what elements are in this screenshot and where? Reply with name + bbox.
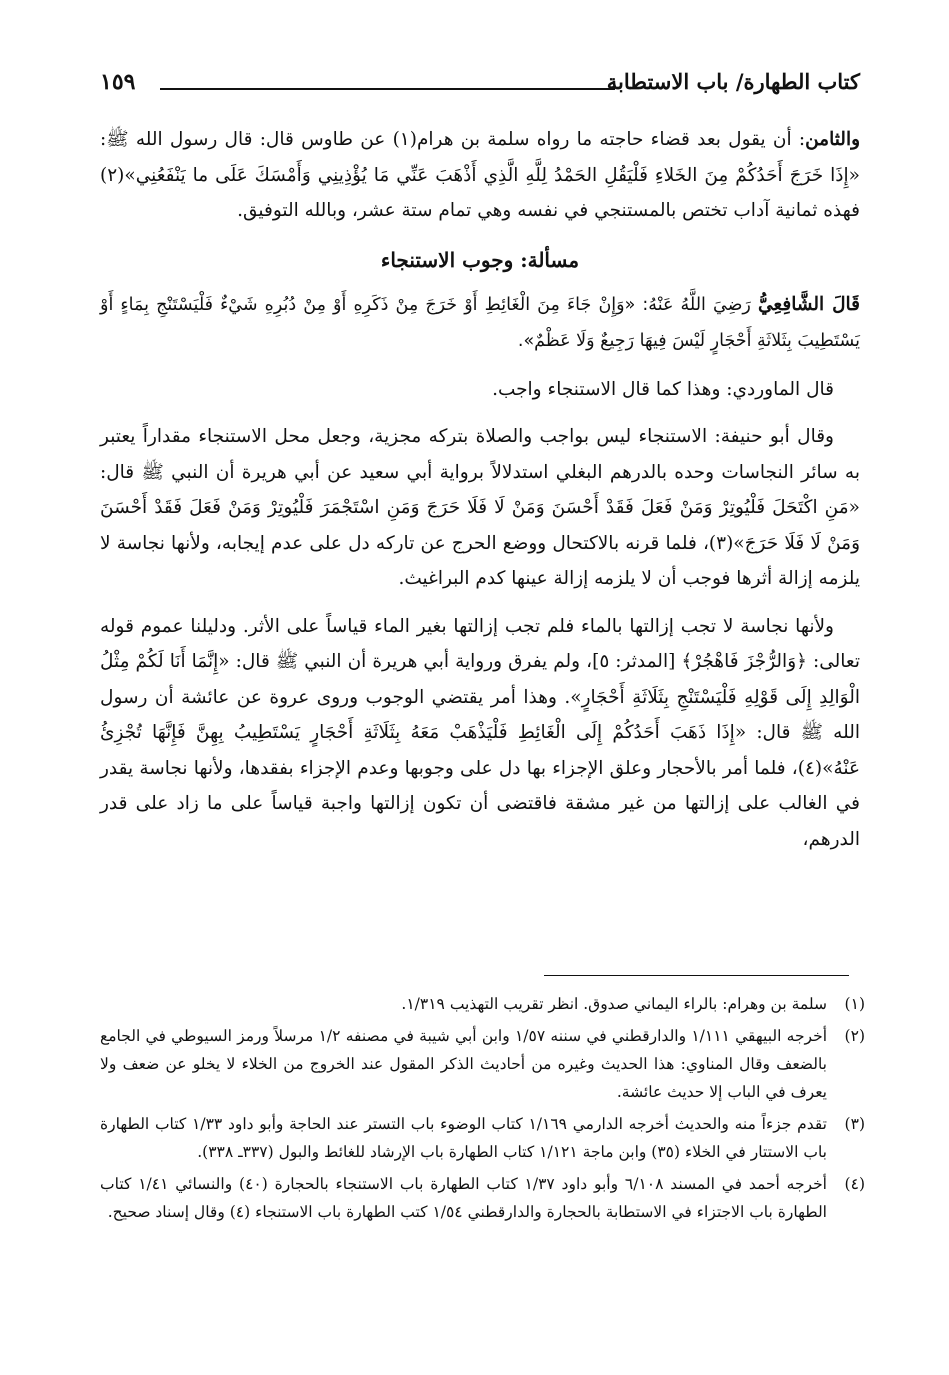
paragraph-eighth-etiquette [100, 122, 860, 229]
paragraph-shafii-quote [100, 287, 860, 360]
section-heading: مسألة: وجوب الاستنجاء [380, 247, 580, 272]
footnotes [100, 990, 865, 1230]
footnote-item [100, 1110, 865, 1166]
footnote-text: أخرجه أحمد في المسند ٦/١٠٨ وأبو داود ١/٣٧ كتاب الطهارة باب الاستنجاء بالحجارة (٤٠) والنسائي ١/٤١ كتاب الطهارة باب الاجتزاء في الاستطابة بالحجارة والدارقطني ١/٥٤ كتب الطهارة باب الاستنجاء (٤) وقال إسناد صحيح. [100, 1175, 827, 1221]
paragraph-lead: قَالَ الشَّافِعِيُّ [758, 293, 861, 315]
header-rule [160, 88, 615, 90]
paragraph-evidence: ولأنها نجاسة لا تجب إزالتها بالماء فلم تجب إزالتها بغير الماء قياساً على الأثر. ودليلنا عموم قوله تعالى: ﴿وَالرُّجْزَ فَاهْجُرْ﴾ [المدثر: ٥]، ولم يفرق ورواية أبي هريرة أن النبي ﷺ قال: «إِنَّمَا أَنَا لَكُمْ مِثْلُ الْوَالِدِ إِلَى قَوْلِهِ فَلْيَسْتَنْجِ بِثَلَاثَةِ أَحْجَارٍ». وهذا أمر يقتضي الوجوب وروى عروة عن عائشة أن رسول الله ﷺ قال: «إِذَا ذَهَبَ أَحَدُكُمْ إِلَى الْغَائِطِ فَلْيَذْهَبْ مَعَهُ بِثَلَاثَةِ أَحْجَارٍ يَسْتَطِيبُ بِهِنَّ فَإِنَّهَا تُجْزِئُ عَنْهُ»(٤)، فلما أمر بالأحجار وعلق الإجزاء بها دل على وجوبها وعدم الإجزاء بفقدها، ولأنها نجاسة يقدر في الغالب على إزالتها من غير مشقة فاقتضى أن تكون إزالتها واجبة قياساً على ما زاد على قدر الدرهم، [100, 615, 861, 850]
footnote-number: (١) [844, 995, 865, 1013]
running-title: كتاب الطهارة/ باب الاستطابة [606, 69, 860, 94]
page-number: ١٥٩ [100, 69, 136, 95]
paragraph-lead: والثامن [805, 129, 861, 150]
footnote-number: (٤) [844, 1175, 865, 1193]
footnote-text: تقدم جزءاً منه والحديث أخرجه الدارمي ١/١٦٩ كتاب الوضوء باب التستر عند الحاجة وأبو داود ١/٣٣ كتاب الطهارة باب الاستتار في الخلاء (٣٥) وابن ماجة ١/١٢١ كتاب الطهارة باب الإرشاد للغائط والبول (٣٣٧ـ ٣٣٨). [100, 1115, 827, 1161]
page-header [100, 64, 860, 100]
paragraph-text: رَضِيَ اللَّهُ عَنْهُ: «وَإِنْ جَاءَ مِنَ الْغَائِطِ أَوْ خَرَجَ مِنْ ذَكَرِهِ أَوْ مِنْ دُبُرِهِ شَيْءٌ فَلْيَسْتَنْجِ بِمَاءٍ أَوْ يَسْتَطِيبَ بِثَلاثَةِ أَحْجَارٍ لَيْسَ فِيهَا رَجِيعٌ وَلَا عَظْمٌ». [100, 294, 860, 351]
footnote-item [100, 1022, 865, 1106]
paragraph-abu-hanifa: وقال أبو حنيفة: الاستنجاء ليس بواجب والصلاة بتركه مجزية، وجعل محل الاستنجاء مقداراً يعتبر به سائر النجاسات وحده بالدرهم البغلي استدلالاً برواية أبي سعيد عن أبي هريرة أن النبي ﷺ قال: «مَنِ اكْتَحَلَ فَلْيُوتِرْ وَمَنْ فَعَلَ فَقَدْ أَحْسَنَ وَمَنْ لَا فَلَا حَرَجَ وَمَنِ اسْتَجْمَرَ فَلْيُوتِرْ وَمَنْ فَعَلَ فَقَدْ أَحْسَنَ وَمَنْ لَا فَلَا حَرَجَ»(٣)، فلما قرنه بالاكتحال ووضع الحرج عن تاركه دل على عدم إيجابه، ولأنها نجاسة لا يلزمه إزالة أثرها فوجب أن لا يلزمه إزالة عينها كدم البراغيث. [100, 426, 861, 589]
footnote-text: أخرجه البيهقي ١/١١١ والدارقطني في سننه ١/٥٧ وابن أبي شيبة في مصنفه ١/٢ مرسلاً ورمز السيوطي في الجامع بالضعف وقال المناوي: هذا الحديث وغيره من أحاديث الذكر المقول عند الخروج من الخلاء لا يخلو عن ضعف ولا يعرف في الباب إلا حديث عائشة. [100, 1027, 827, 1101]
main-text [100, 122, 860, 869]
footnote-item [100, 1170, 865, 1226]
footnote-separator [544, 975, 849, 976]
paragraph-mawardi: قال الماوردي: وهذا كما قال الاستنجاء واجب. [492, 378, 834, 400]
footnote-text: سلمة بن وهرام: بالراء اليماني صدوق. انظر تقريب التهذيب ١/٣١٩. [401, 995, 827, 1013]
footnote-item [100, 990, 865, 1018]
footnote-number: (٢) [844, 1027, 865, 1045]
paragraph-text: : أن يقول بعد قضاء حاجته ما رواه سلمة بن هرام(١) عن طاوس قال: قال رسول الله ﷺ: «إِذَا خَرَجَ أَحَدُكُمْ مِنَ الخَلاءِ فَلْيَقُلِ الحَمْدُ لِلَّهِ الَّذِي أَذْهَبَ عَنِّي مَا يُؤْذِينِي وَأَمْسَكَ عَلَى ما يَنْفَعُنِي»(٢) فهذه ثمانية آداب تختص بالمستنجي في نفسه وهي تمام ستة عشر، وبالله التوفيق. [100, 129, 860, 221]
footnote-number: (٣) [844, 1115, 865, 1133]
